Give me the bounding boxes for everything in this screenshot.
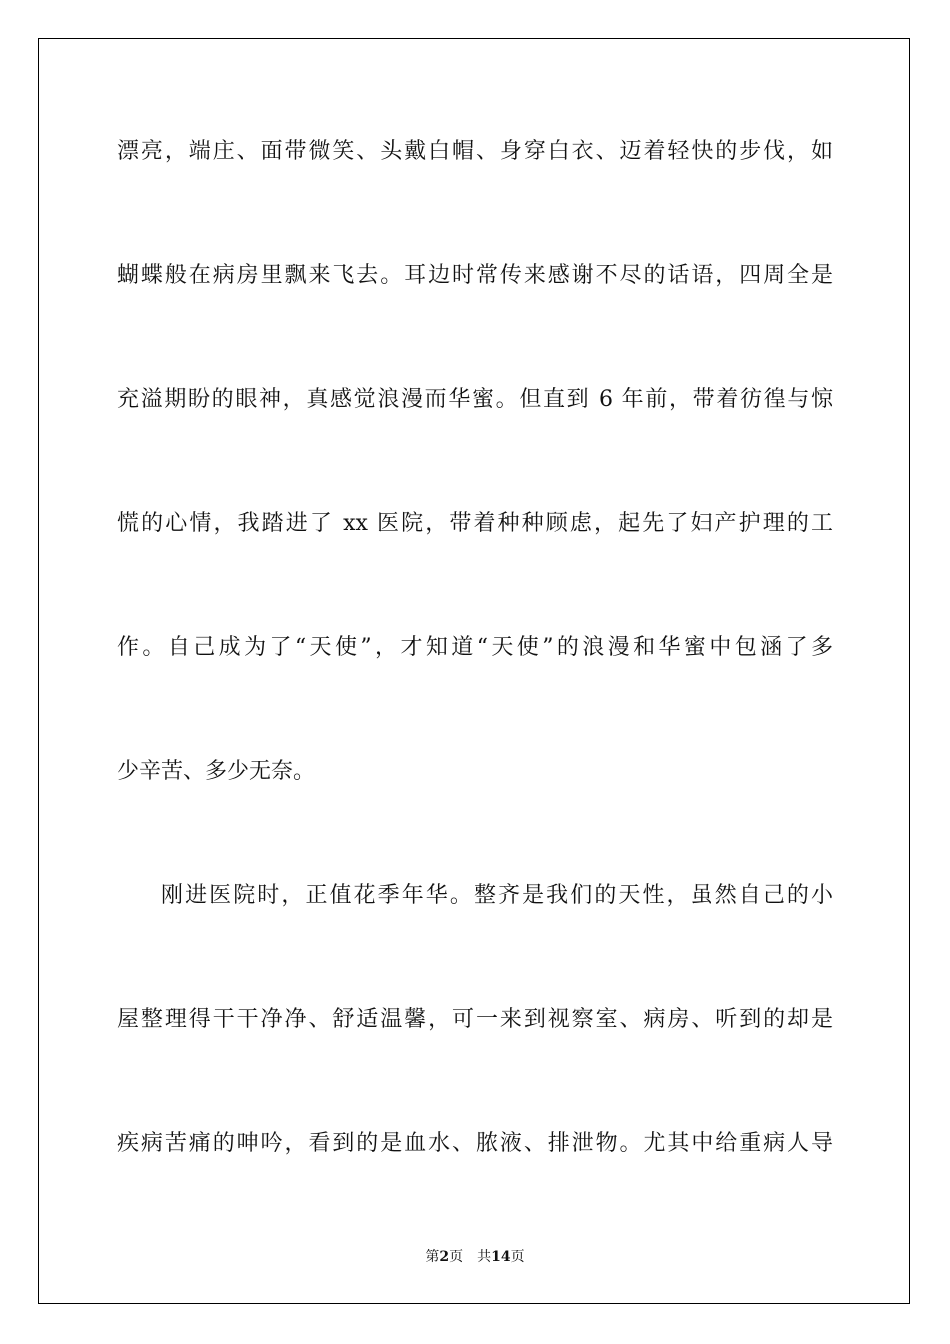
text-line: 少辛苦、多少无奈。 [117, 759, 316, 784]
text-line: 作。自己成为了“天使”，才知道“天使”的浪漫和华蜜中包涵了多 [117, 635, 833, 660]
page-prefix: 第 [425, 1249, 440, 1265]
paragraph-first-line: 刚进医院时，正值花季年华。整齐是我们的天性，虽然自己的小 [161, 883, 833, 908]
text-line: 屋整理得干干净净、舒适温馨，可一来到视察室、病房、听到的却是 [117, 1007, 833, 1032]
text-line: 疾病苦痛的呻吟，看到的是血水、脓液、排泄物。尤其中给重病人导 [117, 1131, 833, 1156]
text-line: 漂亮，端庄、面带微笑、头戴白帽、身穿白衣、迈着轻快的步伐，如 [117, 139, 833, 164]
total-pages: 14 [491, 1249, 511, 1265]
total-suffix: 页 [510, 1249, 525, 1265]
page-suffix: 页 [449, 1249, 464, 1265]
text-line: 蝴蝶般在病房里飘来飞去。耳边时常传来感谢不尽的话语，四周全是 [117, 263, 833, 288]
page-footer [0, 1248, 950, 1266]
text-line: 充溢期盼的眼神，真感觉浪漫而华蜜。但直到 6 年前，带着彷徨与惊 [117, 387, 833, 412]
page-number: 2 [439, 1249, 450, 1265]
total-prefix: 共 [477, 1249, 492, 1265]
text-line: 慌的心情，我踏进了 xx 医院，带着种种顾虑，起先了妇产护理的工 [117, 511, 833, 536]
page-border [38, 38, 910, 1304]
